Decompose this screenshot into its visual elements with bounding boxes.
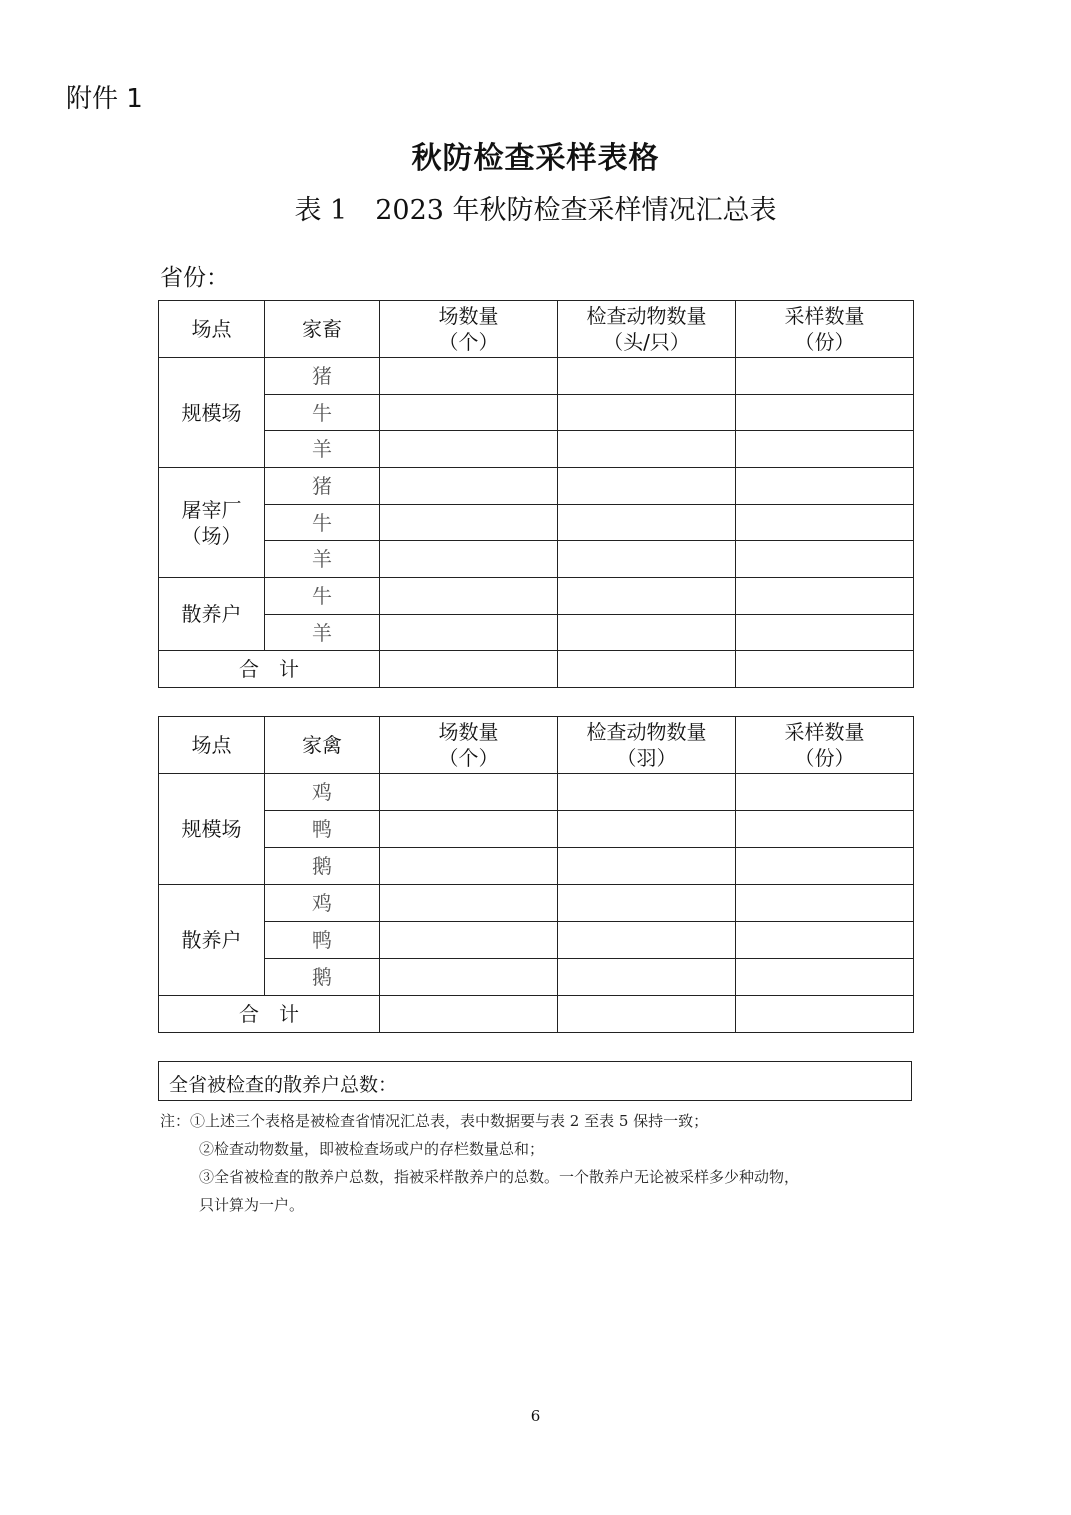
- farm-count-cell: [380, 578, 558, 615]
- animal-cell: 牛: [265, 395, 380, 431]
- farm-count-cell: [380, 615, 558, 651]
- site-cell: 规模场: [159, 358, 265, 468]
- animal-cell: 鸭: [265, 811, 380, 848]
- site-cell-line1: 屠宰厂: [181, 497, 242, 522]
- poultry-table: [158, 716, 914, 1033]
- sample-cell: [736, 848, 914, 885]
- sample-cell: [736, 505, 914, 541]
- header-inspected: [558, 301, 736, 358]
- table-row: [159, 811, 914, 848]
- header-animal: 家禽: [265, 717, 380, 774]
- inspected-cell: [558, 848, 736, 885]
- farm-count-cell: [380, 468, 558, 505]
- farm-count-cell: [380, 395, 558, 431]
- header-sample: [736, 717, 914, 774]
- sample-cell: [736, 922, 914, 959]
- sample-cell: [736, 541, 914, 578]
- header-animal: 家畜: [265, 301, 380, 358]
- farm-count-cell: [380, 996, 558, 1033]
- sample-cell: [736, 959, 914, 996]
- header-inspected-unit: （羽）: [616, 746, 677, 770]
- attachment-label: 附件 1: [66, 84, 143, 114]
- inspected-cell: [558, 358, 736, 395]
- table-header-row: [159, 301, 914, 358]
- table-row: [159, 774, 914, 811]
- summary-label: 全省被检查的散养户总数：: [169, 1074, 398, 1096]
- farm-count-cell: [380, 358, 558, 395]
- sample-cell: [736, 395, 914, 431]
- table-row: [159, 615, 914, 651]
- total-label: 合 计: [159, 996, 380, 1033]
- sample-cell: [736, 996, 914, 1033]
- animal-cell: 羊: [265, 431, 380, 468]
- subtitle-table-number: 表 1: [294, 195, 348, 226]
- province-label: 省份：: [160, 265, 229, 291]
- summary-box: [158, 1061, 912, 1101]
- inspected-cell: [558, 651, 736, 688]
- header-inspected-unit: （头/只）: [603, 330, 690, 354]
- inspected-cell: [558, 959, 736, 996]
- header-sample-unit: （份）: [794, 330, 855, 354]
- total-row: [159, 651, 914, 688]
- sample-cell: [736, 774, 914, 811]
- inspected-cell: [558, 615, 736, 651]
- header-farm-count-label: 场数量: [438, 304, 499, 328]
- table-row: [159, 358, 914, 395]
- table-row: [159, 885, 914, 922]
- sample-cell: [736, 811, 914, 848]
- header-farm-count: [380, 301, 558, 358]
- inspected-cell: [558, 578, 736, 615]
- header-farm-count-unit: （个）: [438, 746, 499, 770]
- header-farm-count-label: 场数量: [438, 720, 499, 744]
- farm-count-cell: [380, 811, 558, 848]
- header-sample-unit: （份）: [794, 746, 855, 770]
- sample-cell: [736, 358, 914, 395]
- table-row: [159, 395, 914, 431]
- farm-count-cell: [380, 541, 558, 578]
- table-header-row: [159, 717, 914, 774]
- header-sample-label: 采样数量: [784, 720, 865, 744]
- sample-cell: [736, 431, 914, 468]
- farm-count-cell: [380, 774, 558, 811]
- header-farm-count-unit: （个）: [438, 330, 499, 354]
- sample-cell: [736, 615, 914, 651]
- animal-cell: 猪: [265, 468, 380, 505]
- farm-count-cell: [380, 505, 558, 541]
- document-title: 秋防检查采样表格: [411, 141, 660, 176]
- site-cell: 规模场: [159, 774, 265, 885]
- farm-count-cell: [380, 885, 558, 922]
- note-line: ③全省被检查的散养户总数，指被采样散养户的总数。一个散养户无论被采样多少种动物，: [199, 1168, 800, 1186]
- header-sample-label: 采样数量: [784, 304, 865, 328]
- table-row: [159, 959, 914, 996]
- table-row: [159, 922, 914, 959]
- table-row: [159, 578, 914, 615]
- note-line: 只计算为一户。: [199, 1196, 305, 1214]
- site-cell: 散养户: [159, 885, 265, 996]
- animal-cell: 猪: [265, 358, 380, 395]
- inspected-cell: [558, 774, 736, 811]
- inspected-cell: [558, 431, 736, 468]
- header-site: 场点: [159, 301, 265, 358]
- farm-count-cell: [380, 848, 558, 885]
- animal-cell: 牛: [265, 578, 380, 615]
- animal-cell: 鸡: [265, 885, 380, 922]
- sample-cell: [736, 885, 914, 922]
- table-row: [159, 505, 914, 541]
- table-row: [159, 848, 914, 885]
- farm-count-cell: [380, 959, 558, 996]
- inspected-cell: [558, 922, 736, 959]
- table-row: [159, 541, 914, 578]
- total-label: 合 计: [159, 651, 380, 688]
- header-farm-count: [380, 717, 558, 774]
- page-number: 6: [530, 1407, 541, 1425]
- livestock-table: [158, 300, 914, 688]
- animal-cell: 牛: [265, 505, 380, 541]
- header-inspected-label: 检查动物数量: [586, 304, 707, 328]
- inspected-cell: [558, 885, 736, 922]
- header-inspected-label: 检查动物数量: [586, 720, 707, 744]
- animal-cell: 鹅: [265, 959, 380, 996]
- animal-cell: 羊: [265, 615, 380, 651]
- sample-cell: [736, 651, 914, 688]
- site-cell-line2: （场）: [181, 523, 242, 548]
- header-sample: [736, 301, 914, 358]
- inspected-cell: [558, 996, 736, 1033]
- farm-count-cell: [380, 431, 558, 468]
- inspected-cell: [558, 811, 736, 848]
- farm-count-cell: [380, 922, 558, 959]
- subtitle-text: 2023 年秋防检查采样情况汇总表: [375, 195, 777, 226]
- sample-cell: [736, 468, 914, 505]
- note-line: ②检查动物数量，即被检查场或户的存栏数量总和；: [199, 1140, 545, 1158]
- table-row: [159, 468, 914, 505]
- inspected-cell: [558, 505, 736, 541]
- animal-cell: 鸭: [265, 922, 380, 959]
- animal-cell: 羊: [265, 541, 380, 578]
- total-row: [159, 996, 914, 1033]
- table-row: [159, 431, 914, 468]
- sample-cell: [736, 578, 914, 615]
- inspected-cell: [558, 468, 736, 505]
- header-inspected: [558, 717, 736, 774]
- site-cell: 散养户: [159, 578, 265, 651]
- animal-cell: 鹅: [265, 848, 380, 885]
- header-site: 场点: [159, 717, 265, 774]
- animal-cell: 鸡: [265, 774, 380, 811]
- inspected-cell: [558, 395, 736, 431]
- site-cell: [159, 468, 265, 578]
- inspected-cell: [558, 541, 736, 578]
- farm-count-cell: [380, 651, 558, 688]
- table-subtitle: [0, 188, 1071, 227]
- note-line: 注：①上述三个表格是被检查省情况汇总表，表中数据要与表 2 至表 5 保持一致；: [160, 1112, 709, 1130]
